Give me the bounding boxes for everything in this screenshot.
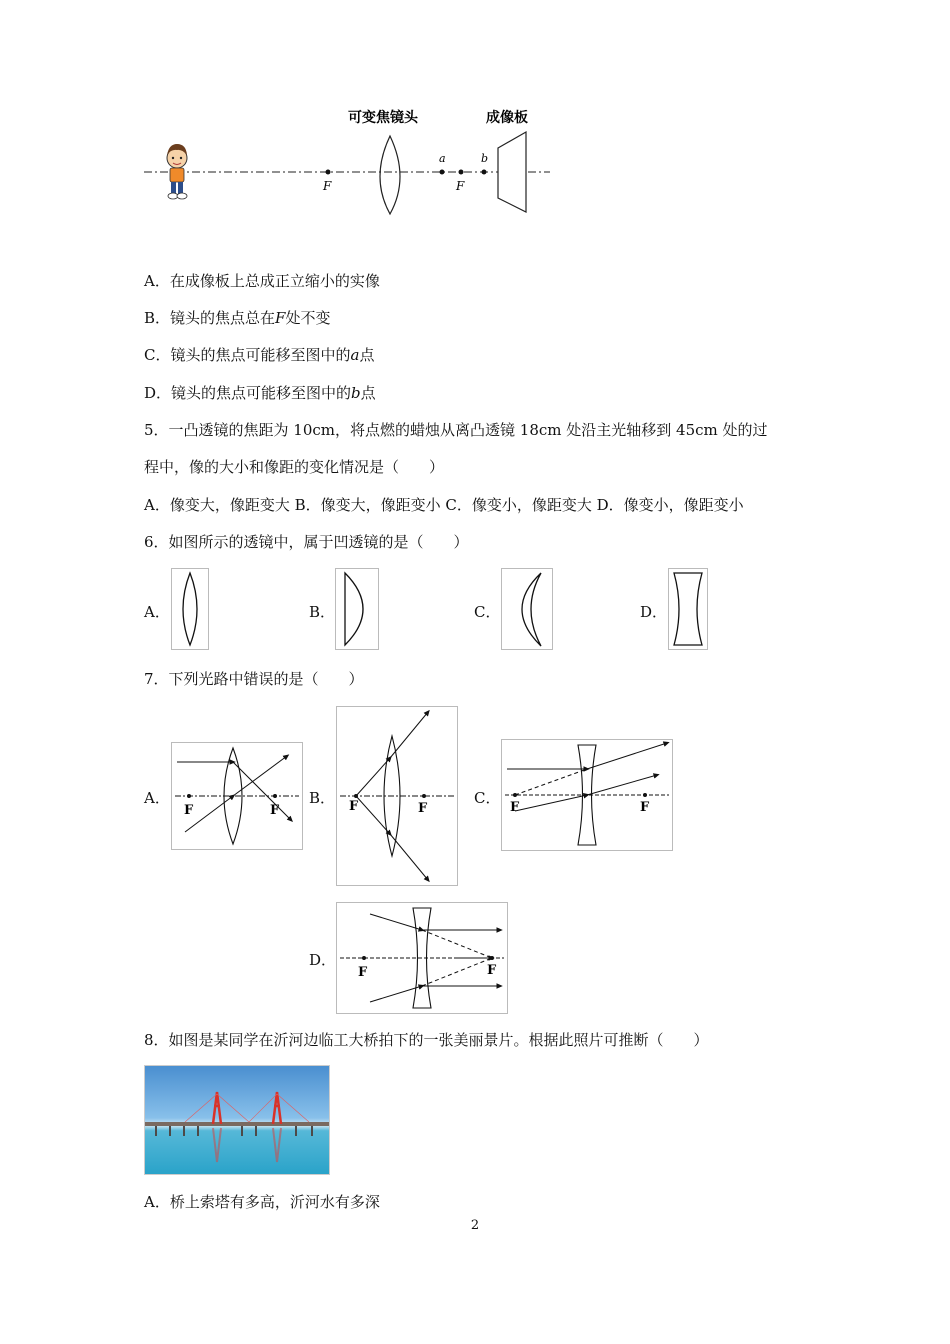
q7-label-b: B．: [309, 789, 336, 807]
q6-lens-b-planoconvex: [335, 568, 379, 650]
q7-stem: 7．下列光路中错误的是（ ）: [144, 670, 364, 688]
q6-lens-c-meniscus: [501, 568, 553, 650]
focus-label-right: F: [456, 179, 465, 193]
svg-text:F: F: [418, 801, 428, 816]
boy-figure: [167, 144, 187, 199]
point-a-label: a: [439, 152, 446, 165]
q6-label-d: D．: [640, 603, 668, 621]
svg-text:F: F: [358, 965, 368, 980]
q4-option-d: D．镜头的焦点可能移至图中的b点: [144, 384, 376, 402]
convex-lens: [380, 136, 400, 214]
point-b-label: b: [481, 152, 489, 165]
q6-lens-a-biconvex: [171, 568, 209, 650]
imaging-board: [498, 132, 526, 212]
q7-diagram-d: [336, 902, 508, 1014]
bridge-photo: [144, 1065, 330, 1175]
q8-option-a: A．桥上索塔有多高，沂河水有多深: [144, 1193, 380, 1211]
q7-diagram-b: [336, 706, 458, 886]
q5-stem-line2: 程中，像的大小和像距的变化情况是（ ）: [144, 458, 445, 476]
focus-label-left: F: [323, 179, 332, 193]
q6-label-b: B．: [309, 603, 336, 621]
q6-stem: 6．如图所示的透镜中，属于凹透镜的是（ ）: [144, 533, 469, 551]
q5-options: A．像变大，像距变大 B．像变大，像距变小 C．像变小，像距变大 D．像变小，像距变小: [144, 496, 744, 514]
svg-text:F: F: [487, 963, 497, 978]
q7-diagram-c: [501, 739, 673, 851]
svg-text:F: F: [270, 803, 280, 818]
q7-label-a: A．: [144, 789, 170, 807]
svg-text:F: F: [184, 803, 194, 818]
q8-stem: 8．如图是某同学在沂河边临工大桥拍下的一张美丽景片。根据此照片可推断（ ）: [144, 1031, 709, 1049]
page-number: 2: [470, 1218, 480, 1233]
q5-stem-line1: 5．一凸透镜的焦距为 10cm，将点燃的蜡烛从离凸透镜 18cm 处沿主光轴移到 45cm 处的过: [144, 421, 768, 439]
board-label: 成像板: [486, 110, 528, 126]
q4-option-b: B．镜头的焦点总在F处不变: [144, 309, 331, 327]
q6-label-a: A．: [144, 603, 170, 621]
q4-option-a: A．在成像板上总成正立缩小的实像: [144, 272, 380, 290]
svg-text:F: F: [510, 800, 520, 815]
zoom-lens-diagram: [140, 100, 560, 220]
q6-label-c: C．: [474, 603, 501, 621]
q7-label-c: C．: [474, 789, 501, 807]
q6-lens-d-biconcave: [668, 568, 708, 650]
svg-text:F: F: [640, 800, 650, 815]
svg-text:F: F: [349, 799, 359, 814]
q7-label-d: D．: [309, 951, 337, 969]
q4-option-c: C．镜头的焦点可能移至图中的a点: [144, 346, 375, 364]
q7-diagram-a: [171, 742, 303, 850]
lens-label: 可变焦镜头: [348, 110, 418, 126]
